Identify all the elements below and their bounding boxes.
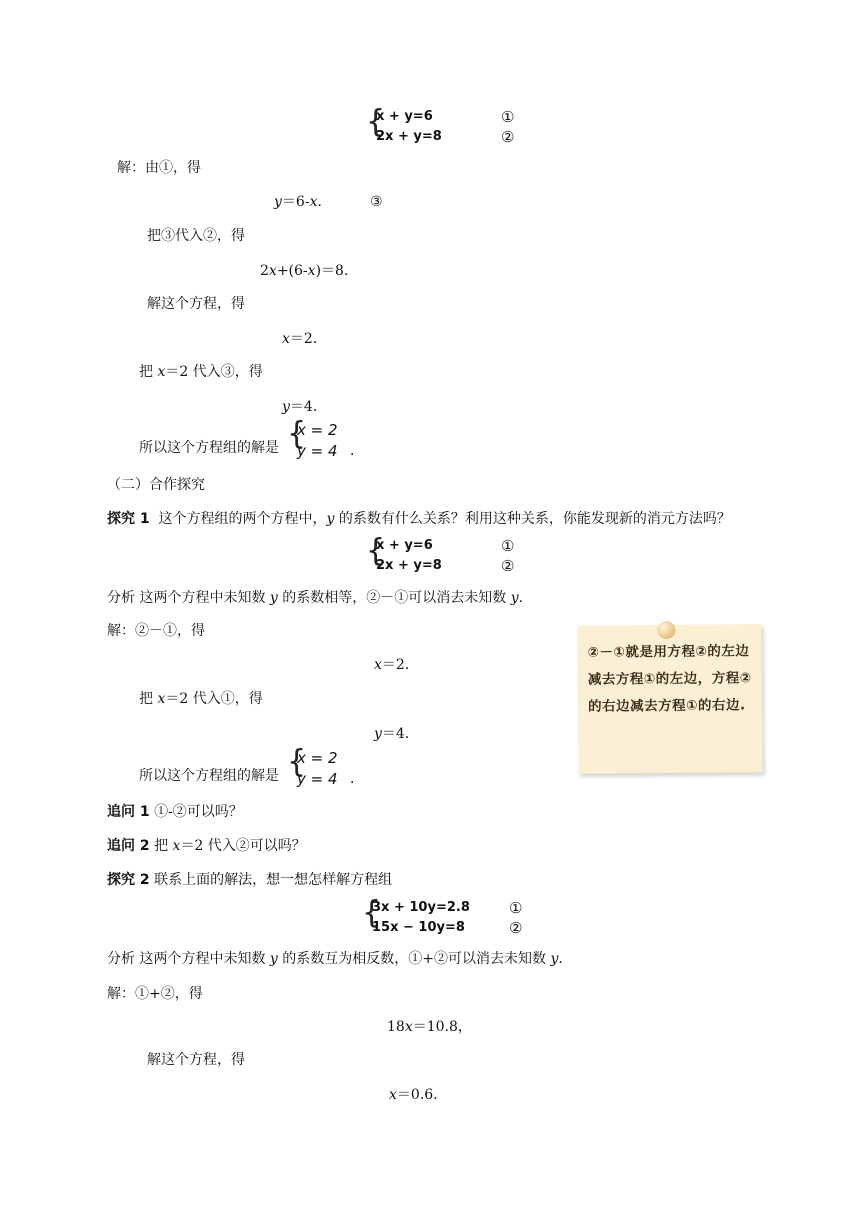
step-line: 解这个方程，得 xyxy=(147,296,245,312)
brace-icon: { xyxy=(366,103,386,140)
solution-y: y = 4 xyxy=(297,770,338,788)
equation-1: 3x + 10y=2.8 xyxy=(372,900,470,915)
marker-2: ② xyxy=(501,128,515,146)
analysis-line: 分析 这两个方程中未知数 y 的系数互为相反数，①+②可以消去未知数 y. xyxy=(107,951,563,967)
solution-line: 所以这个方程组的解是 xyxy=(139,768,279,784)
equation-1: x + y=6 xyxy=(376,109,433,124)
brace-icon: { xyxy=(362,894,382,931)
brace-icon: { xyxy=(366,532,386,569)
step-line: 把③代入②，得 xyxy=(147,228,245,244)
section-heading: （二）合作探究 xyxy=(107,477,205,493)
follow-up-2: 追问 2 把 x＝2 代入②可以吗？ xyxy=(107,838,306,854)
solution-system-2 xyxy=(287,743,357,790)
marker-2: ② xyxy=(501,557,515,575)
equation-system-1 xyxy=(366,103,526,148)
step-line: 把 x＝2 代入③，得 xyxy=(139,364,263,380)
equation-line: x＝0.6. xyxy=(389,1087,438,1103)
equation-line: x＝2． xyxy=(282,331,327,347)
solution-x: x = 2 xyxy=(297,749,338,767)
solution-system-1 xyxy=(287,415,357,462)
equation-system-2 xyxy=(366,532,526,577)
note-text: ②－①就是用方程②的左边减去方程①的左边，方程②的右边减去方程①的右边. xyxy=(587,643,752,715)
equation-system-3 xyxy=(362,894,532,939)
step-line: 解：②－①，得 xyxy=(107,623,205,639)
equation-2: 2x + y=8 xyxy=(376,558,442,573)
solution-y: y = 4 xyxy=(297,442,338,460)
brace-icon: { xyxy=(287,415,307,452)
equation-line: x＝2． xyxy=(374,657,419,673)
equation-line: 2x+(6-x)＝8． xyxy=(260,263,358,279)
follow-up-1: 追问 1 ①-②可以吗？ xyxy=(107,804,243,820)
equation-line: y＝4． xyxy=(374,726,419,742)
brace-icon: { xyxy=(287,743,307,780)
analysis-line: 分析 这两个方程中未知数 y 的系数相等，②－①可以消去未知数 y. xyxy=(107,590,524,606)
marker-1: ① xyxy=(501,537,515,555)
equation-1: x + y=6 xyxy=(376,538,433,553)
step-line: 把 x＝2 代入①，得 xyxy=(139,691,263,707)
equation-line: y＝6-x． xyxy=(274,194,332,210)
marker-3: ③ xyxy=(370,194,383,210)
step-line: 解：由①，得 xyxy=(117,160,201,176)
period: ． xyxy=(350,443,364,459)
equation-2: 15x − 10y=8 xyxy=(372,920,465,935)
marker-1: ① xyxy=(501,108,515,126)
solution-line: 所以这个方程组的解是 xyxy=(139,440,279,456)
period: ． xyxy=(350,771,364,787)
step-line: 解这个方程，得 xyxy=(147,1052,245,1068)
equation-line: 18x＝10.8， xyxy=(387,1019,472,1035)
step-line: 解：①+②，得 xyxy=(107,986,203,1002)
solution-x: x = 2 xyxy=(297,421,338,439)
pushpin-icon xyxy=(657,621,675,639)
equation-line: y＝4． xyxy=(282,399,327,415)
marker-2: ② xyxy=(509,919,523,937)
sticky-note xyxy=(577,624,762,774)
explore-2-question: 探究 2 联系上面的解法，想一想怎样解方程组 xyxy=(107,872,393,888)
equation-2: 2x + y=8 xyxy=(376,129,442,144)
explore-1-question: 探究 1 这个方程组的两个方程中，y 的系数有什么关系？利用这种关系，你能发现新的消元方法吗？ xyxy=(107,511,731,527)
marker-1: ① xyxy=(509,899,523,917)
